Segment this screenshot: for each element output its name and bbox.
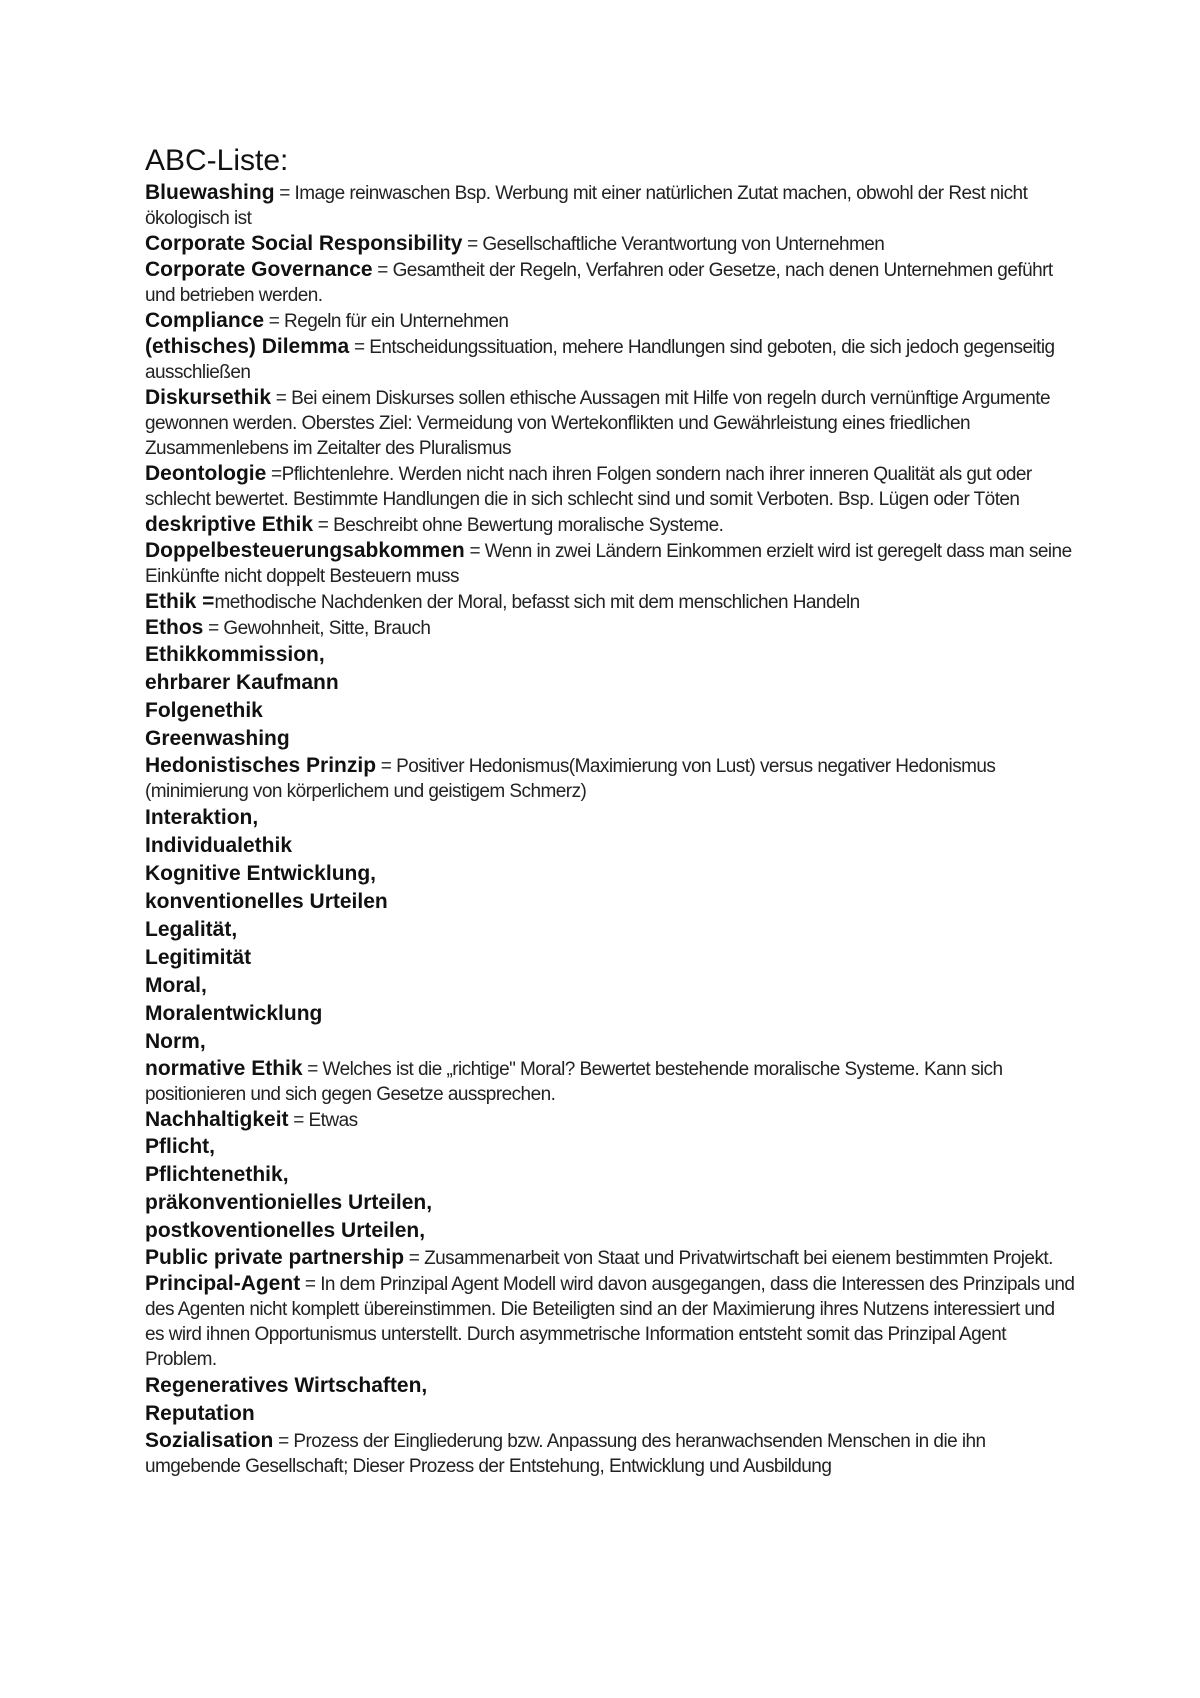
glossary-definition: = Gesellschaftliche Verantwortung von Unternehmen — [462, 234, 885, 255]
glossary-term: Moralentwicklung — [145, 1002, 323, 1025]
glossary-definition: = Entscheidungssituation, mehere Handlungen sind geboten, die sich jedoch gegenseitig ausschließen — [145, 337, 1055, 383]
glossary-list — [145, 180, 1075, 1479]
glossary-entry — [145, 180, 1075, 231]
glossary-term: Ethos — [145, 616, 204, 639]
glossary-entry-text — [145, 669, 1075, 697]
glossary-entry — [145, 308, 1075, 334]
glossary-entry-text — [145, 1133, 1075, 1161]
glossary-entry-text — [145, 1028, 1075, 1056]
glossary-entry-text — [145, 972, 1075, 1000]
glossary-term: Nachhaltigkeit — [145, 1108, 289, 1131]
glossary-entry — [145, 888, 1075, 916]
glossary-definition: = Welches ist die „richtige" Moral? Bewertet bestehende moralische Systeme. Kann sich positionieren und sich gegen Gesetze aussprechen. — [145, 1059, 1003, 1105]
glossary-term: Ethikkommission, — [145, 643, 325, 666]
glossary-entry-text — [145, 1161, 1075, 1189]
glossary-entry-text — [145, 1400, 1075, 1428]
glossary-entry-text — [145, 1271, 1075, 1372]
glossary-entry-text — [145, 257, 1075, 308]
glossary-term: Corporate Social Responsibility — [145, 232, 463, 255]
glossary-entry — [145, 669, 1075, 697]
glossary-term: Sozialisation — [145, 1429, 274, 1452]
glossary-entry — [145, 1428, 1075, 1479]
glossary-term: Principal-Agent — [145, 1272, 301, 1295]
glossary-entry — [145, 944, 1075, 972]
glossary-entry — [145, 1161, 1075, 1189]
glossary-definition: = Bei einem Diskurses sollen ethische Aussagen mit Hilfe von regeln durch vernünftige Argumente gewonnen werden. Oberstes Ziel: Vermeidung von Wertekonflikten und Gewährleistung eines friedlichen Zusammenlebens im Zeitalter des Pluralismus — [145, 388, 1050, 459]
glossary-entry — [145, 334, 1075, 385]
glossary-definition: = In dem Prinzipal Agent Modell wird davon ausgegangen, dass die Interessen des Prinzipals und des Agenten nicht komplett übereinstimmen. Die Beteiligten sind an der Maximierung ihres Nutzens interessiert und es wird ihnen Opportunismus unterstellt. Durch asymmetrische Information entsteht somit das Prinzipal Agent Problem. — [145, 1274, 1075, 1370]
glossary-entry — [145, 804, 1075, 832]
glossary-entry — [145, 725, 1075, 753]
glossary-definition: = Gewohnheit, Sitte, Brauch — [203, 618, 431, 639]
glossary-term: Norm, — [145, 1030, 206, 1053]
glossary-entry — [145, 641, 1075, 669]
glossary-term: konventionelles Urteilen — [145, 890, 388, 913]
glossary-term: Legalität, — [145, 918, 238, 941]
glossary-entry-text — [145, 231, 1075, 257]
glossary-entry — [145, 231, 1075, 257]
glossary-entry — [145, 860, 1075, 888]
glossary-entry-text — [145, 860, 1075, 888]
glossary-definition: = Positiver Hedonismus(Maximierung von Lust) versus negativer Hedonismus (minimierung von körperlichem und geistigem Schmerz) — [145, 756, 996, 802]
glossary-entry-text — [145, 1245, 1075, 1271]
glossary-entry-text — [145, 334, 1075, 385]
glossary-term: Folgenethik — [145, 699, 263, 722]
glossary-definition: = Prozess der Eingliederung bzw. Anpassung des heranwachsenden Menschen in die ihn umgebende Gesellschaft; Dieser Prozess der Entstehung, Entwicklung und Ausbildung — [145, 1431, 986, 1477]
glossary-entry — [145, 753, 1075, 804]
glossary-entry-text — [145, 725, 1075, 753]
glossary-term: Diskursethik — [145, 386, 272, 409]
glossary-entry-text — [145, 1217, 1075, 1245]
glossary-definition: methodische Nachdenken der Moral, befasst sich mit dem menschlichen Handeln — [214, 592, 860, 613]
glossary-term: Corporate Governance — [145, 258, 373, 281]
glossary-term: Moral, — [145, 974, 207, 997]
glossary-term: normative Ethik — [145, 1057, 303, 1080]
glossary-entry — [145, 972, 1075, 1000]
glossary-term: Public private partnership — [145, 1246, 405, 1269]
glossary-definition: = Etwas — [288, 1110, 358, 1131]
glossary-entry — [145, 1217, 1075, 1245]
glossary-entry — [145, 615, 1075, 641]
glossary-term: Pflichtenethik, — [145, 1163, 289, 1186]
glossary-entry-text — [145, 385, 1075, 461]
glossary-entry — [145, 1189, 1075, 1217]
glossary-entry-text — [145, 804, 1075, 832]
glossary-entry-text — [145, 832, 1075, 860]
glossary-entry — [145, 512, 1075, 538]
glossary-entry — [145, 1056, 1075, 1107]
glossary-entry-text — [145, 916, 1075, 944]
glossary-entry-text — [145, 589, 1075, 615]
glossary-entry — [145, 697, 1075, 725]
glossary-term: deskriptive Ethik — [145, 513, 314, 536]
glossary-entry — [145, 538, 1075, 589]
glossary-entry-text — [145, 697, 1075, 725]
glossary-term: Individualethik — [145, 834, 293, 857]
glossary-definition: = Wenn in zwei Ländern Einkommen erzielt wird ist geregelt dass man seine Einkünfte nicht doppelt Besteuern muss — [145, 541, 1072, 587]
glossary-entry-text — [145, 538, 1075, 589]
glossary-entry-text — [145, 1000, 1075, 1028]
glossary-entry-text — [145, 944, 1075, 972]
glossary-term: Compliance — [145, 309, 265, 332]
glossary-entry — [145, 461, 1075, 512]
glossary-entry-text — [145, 888, 1075, 916]
document-title: ABC-Liste: — [145, 144, 289, 177]
glossary-entry-text — [145, 512, 1075, 538]
glossary-definition: = Zusammenarbeit von Staat und Privatwirtschaft bei eienem bestimmten Projekt. — [404, 1248, 1053, 1269]
glossary-entry — [145, 1000, 1075, 1028]
glossary-entry-text — [145, 615, 1075, 641]
glossary-entry — [145, 1245, 1075, 1271]
glossary-entry-text — [145, 1107, 1075, 1133]
glossary-definition: =Pflichtenlehre. Werden nicht nach ihren Folgen sondern nach ihrer inneren Qualität als gut oder schlecht bewertet. Bestimmte Handlungen die in sich schlecht sind und somit Verboten. Bsp. Lügen oder Töten — [145, 464, 1032, 510]
glossary-term: ehrbarer Kaufmann — [145, 671, 339, 694]
glossary-term: Reputation — [145, 1402, 255, 1425]
glossary-term: Pflicht, — [145, 1135, 216, 1158]
glossary-entry — [145, 1372, 1075, 1400]
glossary-entry — [145, 1133, 1075, 1161]
glossary-entry — [145, 589, 1075, 615]
glossary-entry-text — [145, 461, 1075, 512]
glossary-term: präkonventionielles Urteilen, — [145, 1191, 433, 1214]
glossary-entry-text — [145, 1056, 1075, 1107]
glossary-entry — [145, 385, 1075, 461]
glossary-entry — [145, 1107, 1075, 1133]
glossary-entry-text — [145, 1428, 1075, 1479]
glossary-term: Bluewashing — [145, 181, 275, 204]
glossary-entry — [145, 1400, 1075, 1428]
glossary-entry — [145, 1271, 1075, 1372]
glossary-entry-text — [145, 641, 1075, 669]
glossary-definition: = Image reinwaschen Bsp. Werbung mit einer natürlichen Zutat machen, obwohl der Rest nicht ökologisch ist — [145, 183, 1028, 229]
glossary-term: Regeneratives Wirtschaften, — [145, 1374, 428, 1397]
glossary-term: Deontologie — [145, 462, 267, 485]
glossary-definition: = Regeln für ein Unternehmen — [264, 311, 509, 332]
glossary-entry-text — [145, 1189, 1075, 1217]
glossary-term: postkoventionelles Urteilen, — [145, 1219, 426, 1242]
glossary-entry — [145, 1028, 1075, 1056]
glossary-term: Hedonistisches Prinzip — [145, 754, 377, 777]
glossary-definition: = Beschreibt ohne Bewertung moralische Systeme. — [313, 515, 724, 536]
glossary-term: (ethisches) Dilemma — [145, 335, 350, 358]
glossary-term: Doppelbesteuerungsabkommen — [145, 539, 465, 562]
glossary-term: Interaktion, — [145, 806, 259, 829]
glossary-entry — [145, 832, 1075, 860]
glossary-entry-text — [145, 753, 1075, 804]
glossary-entry-text — [145, 1372, 1075, 1400]
glossary-entry — [145, 916, 1075, 944]
glossary-term: Kognitive Entwicklung, — [145, 862, 377, 885]
glossary-entry-text — [145, 308, 1075, 334]
glossary-entry-text — [145, 180, 1075, 231]
glossary-term: Ethik = — [145, 590, 215, 613]
glossary-definition: = Gesamtheit der Regeln, Verfahren oder Gesetze, nach denen Unternehmen geführt und betrieben werden. — [145, 260, 1053, 306]
glossary-term: Legitimität — [145, 946, 252, 969]
glossary-term: Greenwashing — [145, 727, 290, 750]
glossary-entry — [145, 257, 1075, 308]
document-page — [145, 142, 1075, 1479]
